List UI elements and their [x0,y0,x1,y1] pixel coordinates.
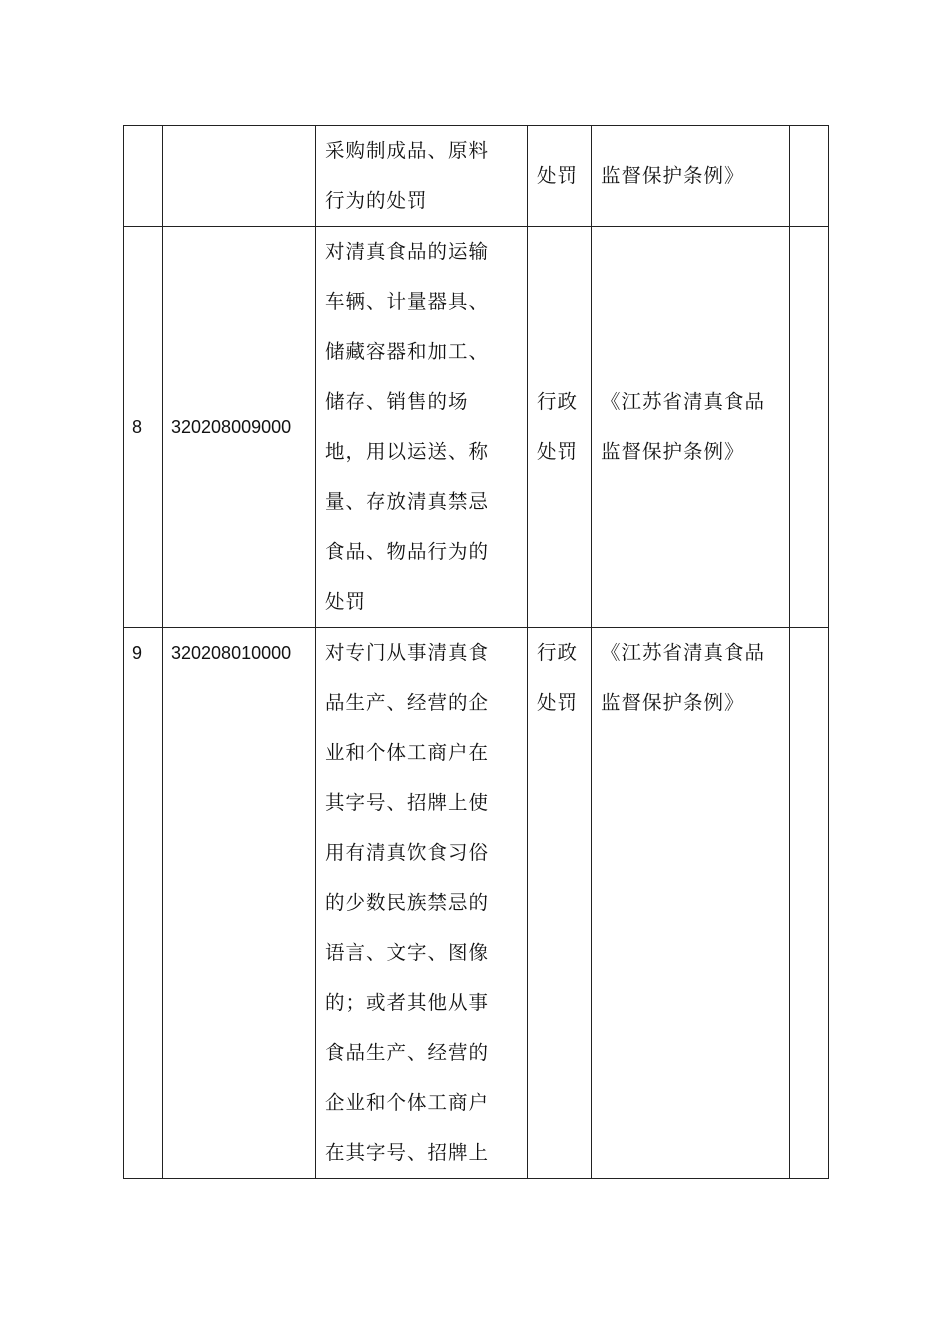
cell-category: 处罚 [528,126,592,227]
cell-basis: 监督保护条例》 [592,126,790,227]
cell-remark [790,628,829,1179]
cell-code: 320208009000 [163,227,316,628]
cell-item: 对清真食品的运输 车辆、计量器具、 储藏容器和加工、 储存、销售的场 地，用以运送、称 量、存放清真禁忌 食品、物品行为的 处罚 [316,227,528,628]
cell-item: 对专门从事清真食 品生产、经营的企 业和个体工商户在 其字号、招牌上使 用有清真饮食习俗 的少数民族禁忌的 语言、文字、图像 的；或者其他从事 食品生产、经营的 企业和个体工商户 在其字号、招牌上 [316,628,528,1179]
penalty-items-table [123,125,829,1179]
cell-category: 行政 处罚 [528,227,592,628]
cell-basis: 《江苏省清真食品 监督保护条例》 [592,628,790,1179]
cell-category: 行政 处罚 [528,628,592,1179]
cell-basis: 《江苏省清真食品 监督保护条例》 [592,227,790,628]
cell-number: 8 [124,227,163,628]
cell-code [163,126,316,227]
cell-number [124,126,163,227]
cell-remark [790,227,829,628]
cell-code: 320208010000 [163,628,316,1179]
cell-item: 采购制成品、原料 行为的处罚 [316,126,528,227]
cell-remark [790,126,829,227]
cell-number: 9 [124,628,163,1179]
table-row-9 [124,628,829,1179]
table-row-8 [124,227,829,628]
table-row-continued [124,126,829,227]
